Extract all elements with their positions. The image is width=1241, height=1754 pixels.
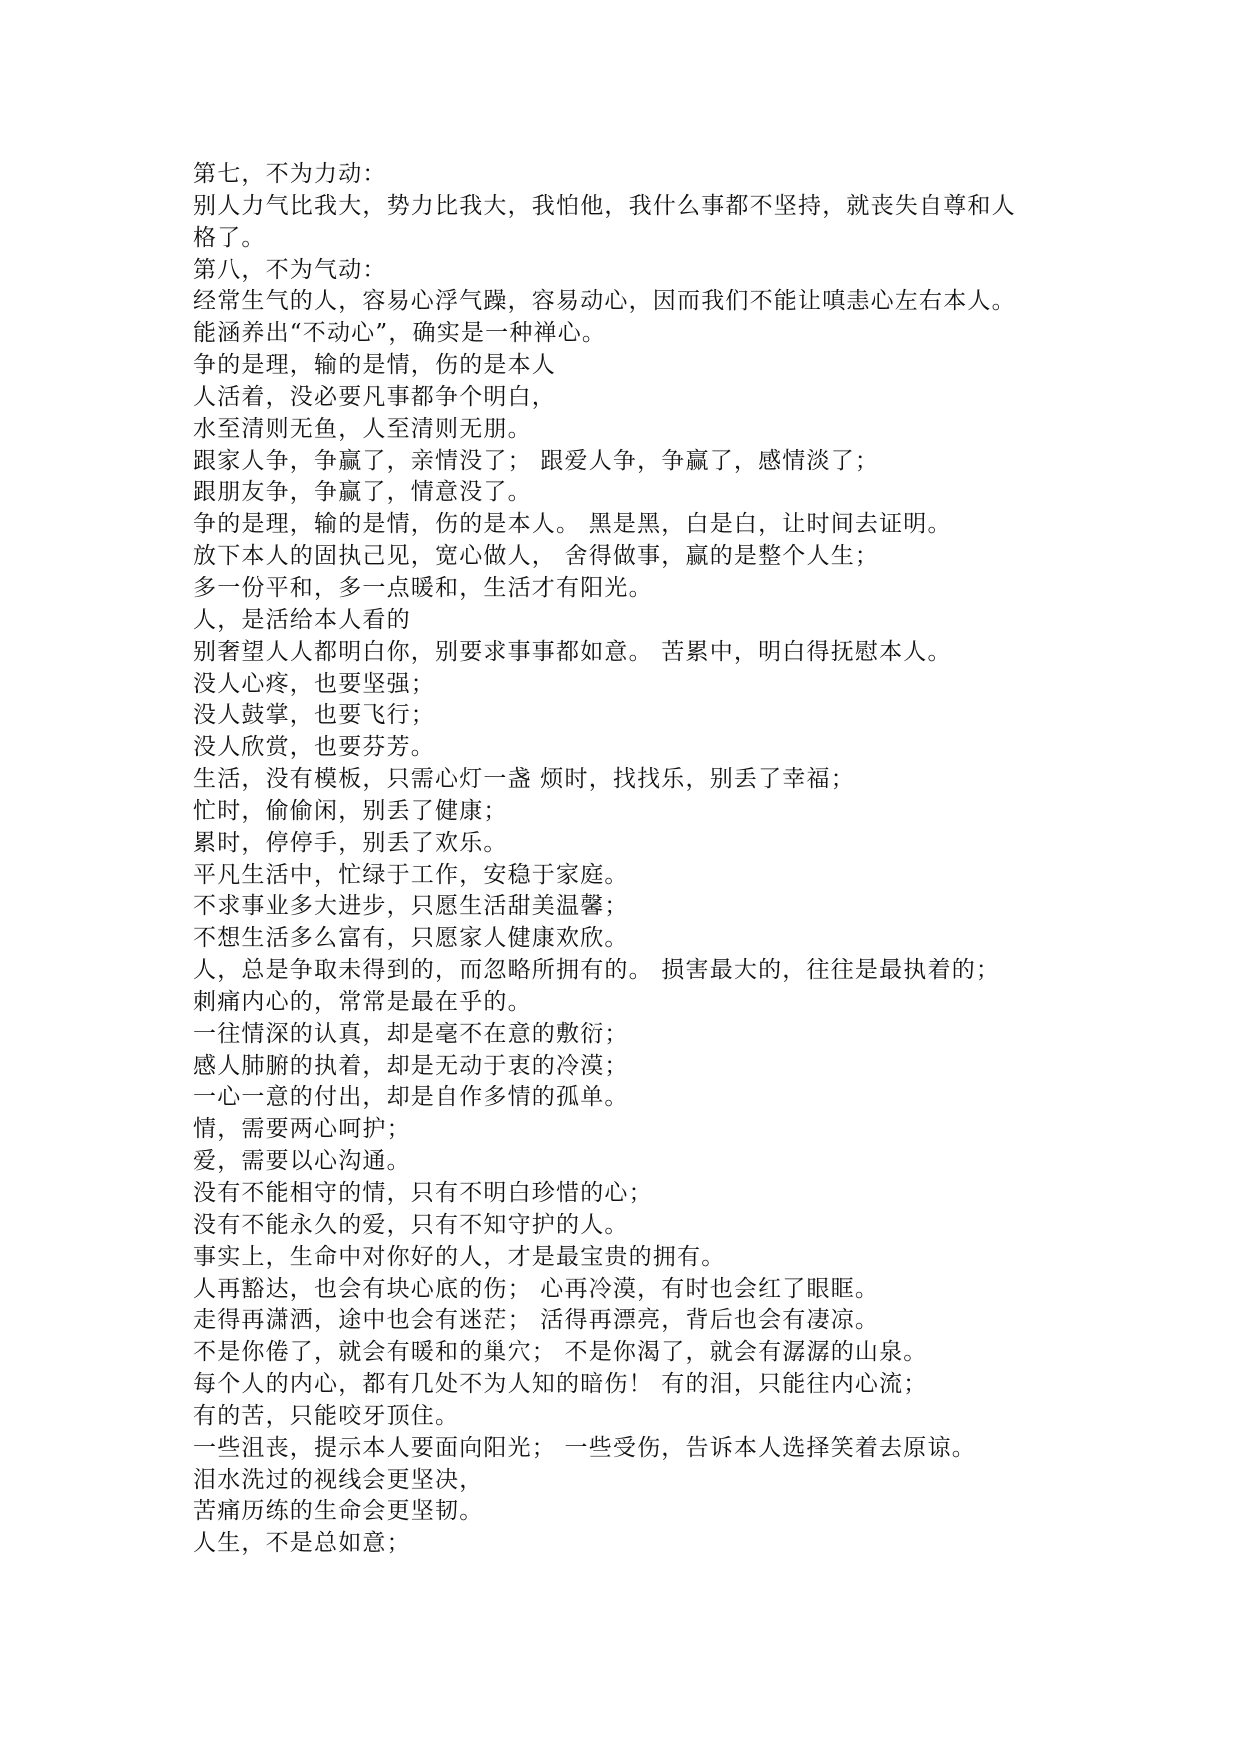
text-line: 一往情深的认真，却是毫不在意的敷衍； — [193, 1020, 629, 1047]
text-line: 没有不能相守的情，只有不明白珍惜的心； — [193, 1180, 653, 1206]
text-line: 多一份平和，多一点暖和，生活才有阳光。 — [193, 574, 653, 601]
text-line: 一心一意的付出，却是自作多情的孤单。 — [193, 1084, 629, 1111]
text-line: 每个人的内心，都有几处不为人知的暗伤！ 有的泪，只能往内心流； — [193, 1371, 928, 1398]
text-line: 感人肺腑的执着，却是无动于衷的冷漠； — [193, 1052, 629, 1079]
text-line: 没有不能永久的爱，只有不知守护的人。 — [193, 1211, 629, 1238]
text-line: 跟朋友争，争赢了，情意没了。 — [193, 479, 532, 506]
text-line: 人生，不是总如意； — [193, 1530, 411, 1557]
text-line: 人，是活给本人看的 — [193, 606, 411, 633]
text-line: 水至清则无鱼，人至清则无朋。 — [193, 415, 532, 442]
text-line: 放下本人的固执己见，宽心做人， 舍得做事，赢的是整个人生； — [193, 543, 880, 570]
text-line: 第八，不为气动： — [193, 256, 387, 283]
text-line: 一些沮丧，提示本人要面向阳光； 一些受伤，告诉本人选择笑着去原谅。 — [193, 1434, 976, 1461]
text-line: 没人心疼，也要坚强； — [193, 670, 435, 697]
text-line: 争的是理，输的是情，伤的是本人。 黑是黑，白是白，让时间去证明。 — [193, 511, 952, 538]
text-line: 生活，没有模板，只需心灯一盏 烦时，找找乐，别丢了幸福； — [193, 766, 855, 793]
text-line: 走得再潇洒，途中也会有迷茫； 活得再漂亮，背后也会有凄凉。 — [193, 1307, 880, 1334]
text-line: 事实上，生命中对你好的人，才是最宝贵的拥有。 — [193, 1243, 726, 1270]
text-line: 不想生活多么富有，只愿家人健康欢欣。 — [193, 925, 629, 952]
text-line: 人再豁达，也会有块心底的伤； 心再冷漠，有时也会红了眼眶。 — [193, 1275, 880, 1302]
text-line: 爱，需要以心沟通。 — [193, 1148, 411, 1175]
text-line: 人，总是争取未得到的，而忽略所拥有的。 损害最大的，往往是最执着的； — [193, 957, 1001, 984]
text-line: 别奢望人人都明白你，别要求事事都如意。 苦累中，明白得抚慰本人。 — [193, 638, 952, 665]
text-line: 第七，不为力动： — [193, 161, 387, 187]
text-line: 累时，停停手，别丢了欢乐。 — [193, 829, 508, 856]
text-line: 经常生气的人，容易心浮气躁，容易动心，因而我们不能让嗔恚心左右本人。 — [193, 288, 1016, 315]
text-line: 争的是理，输的是情，伤的是本人 — [193, 352, 556, 379]
text-line: 泪水洗过的视线会更坚决， — [193, 1466, 484, 1493]
text-line: 没人鼓掌，也要飞行； — [193, 702, 435, 729]
text-line: 别人力气比我大，势力比我大，我怕他，我什么事都不坚持，就丧失自尊和人 — [193, 192, 1016, 219]
text-line: 有的苦，只能咬牙顶住。 — [193, 1402, 460, 1429]
text-line: 情，需要两心呵护； — [193, 1116, 411, 1143]
text-line: 格了。 — [193, 224, 266, 251]
text-line: 苦痛历练的生命会更坚韧。 — [193, 1498, 484, 1525]
text-line: 跟家人争，争赢了，亲情没了； 跟爱人争，争赢了，感情淡了； — [193, 447, 880, 474]
body-text — [193, 159, 1073, 1560]
text-line: 能涵养出“不动心”，确实是一种禅心。 — [193, 320, 607, 347]
text-line: 平凡生活中，忙绿于工作，安稳于家庭。 — [193, 861, 629, 888]
text-line: 人活着，没必要凡事都争个明白， — [193, 383, 556, 410]
text-line: 不是你倦了，就会有暖和的巢穴； 不是你渴了，就会有潺潺的山泉。 — [193, 1339, 928, 1366]
text-line: 刺痛内心的，常常是最在乎的。 — [193, 988, 532, 1015]
text-line: 不求事业多大进步，只愿生活甜美温馨； — [193, 893, 629, 920]
text-line: 忙时，偷偷闲，别丢了健康； — [193, 797, 508, 824]
text-line: 没人欣赏，也要芬芳。 — [193, 734, 435, 761]
